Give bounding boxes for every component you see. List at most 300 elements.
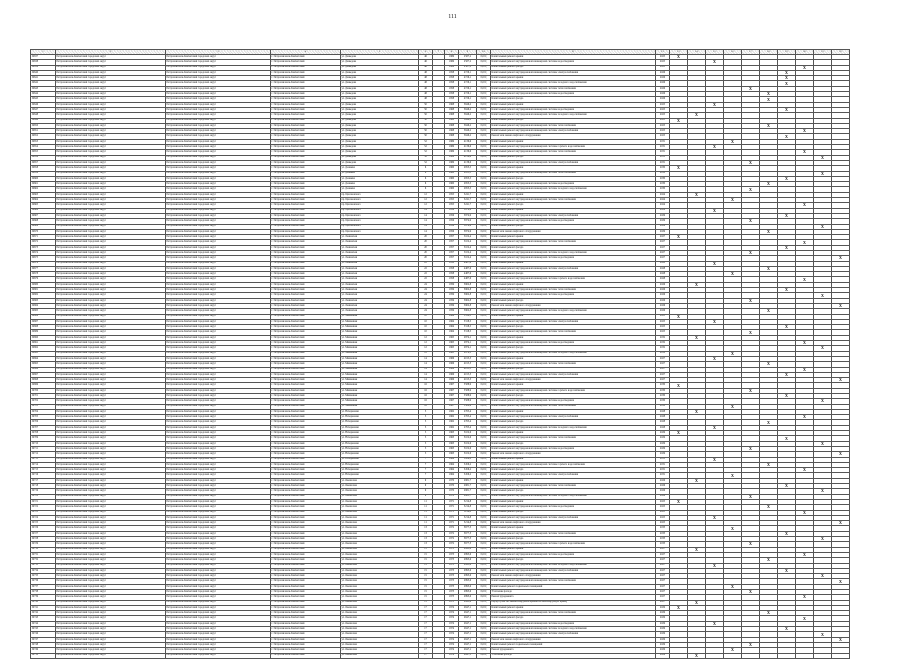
table-cell: 9 bbox=[419, 494, 433, 499]
flag-cell: X bbox=[778, 81, 796, 86]
table-cell: ул. Дежнева bbox=[341, 182, 419, 187]
table-cell: 20 bbox=[419, 235, 433, 240]
table-cell: 19690 bbox=[31, 335, 56, 340]
table-cell: г. Петропавловск-Камчатский bbox=[271, 637, 341, 642]
table-cell: 2033 bbox=[656, 531, 670, 536]
table-cell: 0,6 Ц bbox=[477, 314, 491, 319]
table-cell: 1967 bbox=[445, 404, 459, 409]
table-cell: 0,6 Ц bbox=[477, 219, 491, 224]
table-cell: Петропавловск-Камчатский городской округ bbox=[56, 526, 166, 531]
table-cell: Петропавловск-Камчатский городской округ bbox=[56, 494, 166, 499]
flag-cell bbox=[814, 653, 832, 658]
table-cell: ул. Давыдова bbox=[341, 55, 419, 60]
table-cell: 2027 bbox=[656, 552, 670, 557]
flag-cell: X bbox=[670, 55, 688, 60]
table-cell: 0,6 Ц bbox=[477, 187, 491, 192]
table-cell: Капитальный ремонт внутридомовой инженерной системы электроснабжения bbox=[491, 129, 656, 134]
table-cell: Петропавловск-Камчатский городской округ bbox=[56, 642, 166, 647]
table-cell: 19712 bbox=[31, 452, 56, 457]
table-cell: Петропавловск-Камчатский городской округ bbox=[166, 86, 271, 91]
table-cell: г. Петропавловск-Камчатский bbox=[271, 309, 341, 314]
table-cell: Капитальный ремонт крыши bbox=[491, 55, 656, 60]
table-cell: 19657 bbox=[31, 160, 56, 165]
table-cell: Капитальный ремонт внутридомовой инженерной системы холодного водоснабжения bbox=[491, 81, 656, 86]
flag-cell bbox=[742, 653, 760, 658]
table-cell: 19702 bbox=[31, 399, 56, 404]
table-cell: 19645 bbox=[31, 97, 56, 102]
table-cell: 0,6 Ц bbox=[477, 547, 491, 552]
table-cell: 19743 bbox=[31, 616, 56, 621]
table-cell: 19670 bbox=[31, 229, 56, 234]
table-cell: 13 bbox=[419, 537, 433, 542]
table-cell: 3646,2 bbox=[459, 134, 477, 139]
table-cell: г. Петропавловск-Камчатский bbox=[271, 245, 341, 250]
table-cell: 10 bbox=[419, 319, 433, 324]
table-cell: 1966 bbox=[445, 372, 459, 377]
table-cell: Петропавловск-Камчатский городской округ bbox=[166, 118, 271, 123]
table-cell: 0,6 Ц bbox=[477, 134, 491, 139]
table-cell: 15 bbox=[419, 552, 433, 557]
table-cell: г. Петропавловск-Камчатский bbox=[271, 65, 341, 70]
table-cell: Петропавловск-Камчатский городской округ bbox=[166, 420, 271, 425]
table-cell: 2026 bbox=[656, 70, 670, 75]
table-cell: 3241,7 bbox=[459, 192, 477, 197]
table-cell: 2027 bbox=[656, 372, 670, 377]
table-cell: 3646,2 bbox=[459, 118, 477, 123]
table-cell: Петропавловск-Камчатский городской округ bbox=[56, 372, 166, 377]
table-cell: Петропавловск-Камчатский городской округ bbox=[56, 123, 166, 128]
table-cell: Капитальный ремонт фасада bbox=[491, 441, 656, 446]
table-cell: 19735 bbox=[31, 574, 56, 579]
table-cell: Петропавловск-Камчатский городской округ bbox=[166, 632, 271, 637]
table-cell: г. Петропавловск-Камчатский bbox=[271, 399, 341, 404]
flag-cell bbox=[760, 653, 778, 658]
table-cell: 5102,4 bbox=[459, 240, 477, 245]
table-cell: ул. Мишенная bbox=[341, 383, 419, 388]
table-cell: Петропавловск-Камчатский городской округ bbox=[166, 531, 271, 536]
flag-cell: X bbox=[796, 367, 814, 372]
table-cell: Петропавловск-Камчатский городской округ bbox=[166, 341, 271, 346]
table-cell: 0,6 Ц bbox=[477, 288, 491, 293]
table-cell: Петропавловск-Камчатский городской округ bbox=[166, 351, 271, 356]
table-cell: пр. Циолковского bbox=[341, 208, 419, 213]
flag-cell: X bbox=[742, 494, 760, 499]
table-cell: 17 bbox=[419, 621, 433, 626]
table-cell: г. Петропавловск-Камчатский bbox=[271, 70, 341, 75]
table-cell: 2029 bbox=[656, 611, 670, 616]
table-cell: 19740 bbox=[31, 600, 56, 605]
flag-cell: X bbox=[760, 420, 778, 425]
table-cell: 19746 bbox=[31, 632, 56, 637]
table-cell: 0,6 Ц bbox=[477, 367, 491, 372]
table-cell: 3677,3 bbox=[459, 542, 477, 547]
table-cell: Петропавловск-Камчатский городской округ bbox=[166, 388, 271, 393]
table-cell: 4726,1 bbox=[459, 81, 477, 86]
table-cell: Петропавловск-Камчатский городской округ bbox=[56, 431, 166, 436]
table-cell: 17 bbox=[419, 642, 433, 647]
table-cell: 0,6 Ц bbox=[477, 341, 491, 346]
table-cell: Петропавловск-Камчатский городской округ bbox=[56, 107, 166, 112]
table-cell: 2647,1 bbox=[459, 642, 477, 647]
flag-cell: X bbox=[760, 462, 778, 467]
table-cell: 2027 bbox=[656, 367, 670, 372]
table-cell: 1965 bbox=[445, 335, 459, 340]
table-cell: г. Петропавловск-Камчатский bbox=[271, 277, 341, 282]
flag-cell: X bbox=[670, 499, 688, 504]
table-cell: Петропавловск-Камчатский городской округ bbox=[166, 526, 271, 531]
table-cell: 1958 bbox=[445, 86, 459, 91]
flag-cell: X bbox=[742, 160, 760, 165]
table-cell: 19700 bbox=[31, 388, 56, 393]
table-cell: 0,6 Ц bbox=[477, 399, 491, 404]
table-cell: Петропавловск-Камчатский городской округ bbox=[166, 272, 271, 277]
table-cell: г. Петропавловск-Камчатский bbox=[271, 431, 341, 436]
table-cell: 19731 bbox=[31, 552, 56, 557]
flag-cell: X bbox=[742, 86, 760, 91]
table-cell: 22 bbox=[419, 266, 433, 271]
table-cell: 2647,1 bbox=[459, 627, 477, 632]
table-cell: 0,6 Ц bbox=[477, 145, 491, 150]
table-cell: 3962,8 bbox=[459, 282, 477, 287]
table-cell: 2026 bbox=[656, 478, 670, 483]
flag-cell: X bbox=[814, 441, 832, 446]
table-cell: Петропавловск-Камчатский городской округ bbox=[56, 484, 166, 489]
table-cell: 2026 bbox=[656, 309, 670, 314]
table-cell: Капитальный ремонт фасада bbox=[491, 298, 656, 303]
table-cell: 15 bbox=[419, 563, 433, 568]
table-cell: Капитальный ремонт внутридомовой инженерной системы водоотведения bbox=[491, 182, 656, 187]
table-cell: г. Петропавловск-Камчатский bbox=[271, 171, 341, 176]
table-cell: 1959 bbox=[445, 293, 459, 298]
table-cell: ул. Давыдова bbox=[341, 160, 419, 165]
table-cell: 2026 bbox=[656, 92, 670, 97]
table-cell: 1958 bbox=[445, 70, 459, 75]
table-cell: 0,6 Ц bbox=[477, 415, 491, 420]
flag-cell: X bbox=[832, 256, 850, 261]
table-cell: г. Петропавловск-Камчатский bbox=[271, 102, 341, 107]
table-cell: 0,6 Ц bbox=[477, 60, 491, 65]
table-cell: г. Петропавловск-Камчатский bbox=[271, 489, 341, 494]
table-cell: Петропавловск-Камчатский городской округ bbox=[56, 563, 166, 568]
table-cell: 1973 bbox=[445, 589, 459, 594]
table-cell: ул. Океанская bbox=[341, 489, 419, 494]
table-cell: Петропавловск-Камчатский городской округ bbox=[56, 171, 166, 176]
flag-cell bbox=[724, 653, 742, 658]
table-cell: 1958 bbox=[445, 97, 459, 102]
table-cell: 19668 bbox=[31, 219, 56, 224]
table-cell: Капитальный ремонт крыши bbox=[491, 192, 656, 197]
table-cell: 0,6 Ц bbox=[477, 521, 491, 526]
table-cell: Капитальный ремонт крыши bbox=[491, 409, 656, 414]
table-cell: Петропавловск-Камчатский городской округ bbox=[166, 372, 271, 377]
table-cell: 19748 bbox=[31, 642, 56, 647]
table-cell: г. Петропавловск-Камчатский bbox=[271, 213, 341, 218]
table-cell: 9 bbox=[419, 478, 433, 483]
table-cell: ул. Океанская bbox=[341, 542, 419, 547]
table-cell: 2027 bbox=[656, 256, 670, 261]
table-cell: 3214,8 bbox=[459, 521, 477, 526]
table-cell: ул. Ленинская bbox=[341, 277, 419, 282]
table-cell: 1955 bbox=[445, 198, 459, 203]
table-cell: г. Петропавловск-Камчатский bbox=[271, 235, 341, 240]
table-cell: 48 bbox=[419, 86, 433, 91]
table-cell: г. Петропавловск-Камчатский bbox=[271, 537, 341, 542]
flag-cell: X bbox=[760, 558, 778, 563]
table-cell: 19692 bbox=[31, 346, 56, 351]
column-header: 14 bbox=[688, 50, 706, 55]
flag-cell: X bbox=[688, 335, 706, 340]
table-cell: 7 bbox=[419, 457, 433, 462]
table-cell: 5102,4 bbox=[459, 235, 477, 240]
table-cell: г. Петропавловск-Камчатский bbox=[271, 415, 341, 420]
table-cell: 1959 bbox=[445, 282, 459, 287]
table-cell: 1962 bbox=[445, 425, 459, 430]
table-cell: ул. Океанская bbox=[341, 595, 419, 600]
table-cell: 1958 bbox=[445, 76, 459, 81]
table-cell: 50 bbox=[419, 107, 433, 112]
table-cell: 0,6 Ц bbox=[477, 160, 491, 165]
table-cell: Петропавловск-Камчатский городской округ bbox=[166, 335, 271, 340]
table-cell: Капитальный ремонт фасада bbox=[491, 558, 656, 563]
table-cell: 2647,1 bbox=[459, 637, 477, 642]
table-cell: 19719 bbox=[31, 489, 56, 494]
table-cell: Петропавловск-Камчатский городской округ bbox=[56, 335, 166, 340]
flag-cell: X bbox=[742, 298, 760, 303]
table-cell: Петропавловск-Камчатский городской округ bbox=[56, 637, 166, 642]
table-cell: 20 bbox=[419, 256, 433, 261]
table-cell: Петропавловск-Камчатский городской округ bbox=[56, 648, 166, 653]
table-cell bbox=[433, 653, 445, 658]
table-cell: 19733 bbox=[31, 563, 56, 568]
table-cell: ул. Давыдова bbox=[341, 155, 419, 160]
table-cell: 0,6 Ц bbox=[477, 176, 491, 181]
table-cell: 2765,4 bbox=[459, 425, 477, 430]
table-cell: 3962,8 bbox=[459, 293, 477, 298]
table-cell: г. Петропавловск-Камчатский bbox=[271, 282, 341, 287]
table-cell: ул. Давыдова bbox=[341, 65, 419, 70]
table-cell: 2647,1 bbox=[459, 653, 477, 658]
table-cell: 19659 bbox=[31, 171, 56, 176]
table-cell: 3646,2 bbox=[459, 129, 477, 134]
flag-cell: X bbox=[742, 219, 760, 224]
table-cell: г. Петропавловск-Камчатский bbox=[271, 176, 341, 181]
table-cell: Капитальный ремонт внутридомовой инженерной системы теплоснабжения bbox=[491, 240, 656, 245]
table-cell: 3241,7 bbox=[459, 198, 477, 203]
table-cell: 0,6 Ц bbox=[477, 272, 491, 277]
table-cell: 2029 bbox=[656, 213, 670, 218]
table-cell: 19638 bbox=[31, 60, 56, 65]
table-cell: 2026 bbox=[656, 81, 670, 86]
table-cell: г. Петропавловск-Камчатский bbox=[271, 531, 341, 536]
table-cell: Петропавловск-Камчатский городской округ bbox=[56, 277, 166, 282]
table-cell: г. Петропавловск-Камчатский bbox=[271, 293, 341, 298]
table-cell: ул. Океанская bbox=[341, 568, 419, 573]
table-cell: 0,6 Ц bbox=[477, 229, 491, 234]
table-cell: 4015,3 bbox=[459, 372, 477, 377]
table-cell: Капитальный ремонт внутридомовой инженерной системы горячего водоснабжения bbox=[491, 277, 656, 282]
flag-cell: X bbox=[724, 351, 742, 356]
table-cell: 1960 bbox=[445, 171, 459, 176]
table-cell: Петропавловск-Камчатский городской округ bbox=[166, 637, 271, 642]
table-cell: Петропавловск-Камчатский городской округ bbox=[56, 409, 166, 414]
table-cell: ул. Давыдова bbox=[341, 97, 419, 102]
table-cell: 1964 bbox=[445, 314, 459, 319]
table-cell: Петропавловск-Камчатский городской округ bbox=[166, 229, 271, 234]
flag-cell: X bbox=[742, 542, 760, 547]
table-cell: г. Петропавловск-Камчатский bbox=[271, 203, 341, 208]
table-cell: Петропавловск-Камчатский городской округ bbox=[166, 505, 271, 510]
flag-cell: X bbox=[724, 473, 742, 478]
table-cell: 2025 bbox=[656, 102, 670, 107]
table-cell: ул. Мишенная bbox=[341, 346, 419, 351]
table-cell: 19649 bbox=[31, 118, 56, 123]
table-cell: Капитальный ремонт внутридомовой инженерной системы электроснабжения bbox=[491, 213, 656, 218]
column-header: 1 bbox=[31, 50, 56, 55]
table-cell: Петропавловск-Камчатский городской округ bbox=[56, 298, 166, 303]
table-cell: 0,6 Ц bbox=[477, 266, 491, 271]
table-cell: 2026 bbox=[656, 303, 670, 308]
table-cell: 17 bbox=[419, 632, 433, 637]
table-cell: 1965 bbox=[445, 351, 459, 356]
table-cell: Петропавловск-Камчатский городской округ bbox=[166, 346, 271, 351]
table-cell: Капитальный ремонт крыши bbox=[491, 208, 656, 213]
table-cell: 2025 bbox=[656, 314, 670, 319]
flag-cell: X bbox=[814, 293, 832, 298]
table-cell: 0,6 Ц bbox=[477, 346, 491, 351]
table-cell: Петропавловск-Камчатский городской округ bbox=[166, 574, 271, 579]
flag-cell: X bbox=[760, 92, 778, 97]
table-cell: 19696 bbox=[31, 367, 56, 372]
flag-cell: X bbox=[706, 621, 724, 626]
table-cell: 0,6 Ц bbox=[477, 404, 491, 409]
table-cell: Петропавловск-Камчатский городской округ bbox=[56, 240, 166, 245]
table-cell: Петропавловск-Камчатский городской округ bbox=[166, 235, 271, 240]
table-cell: Петропавловск-Камчатский городской округ bbox=[56, 436, 166, 441]
table-cell: Петропавловск-Камчатский городской округ bbox=[166, 298, 271, 303]
table-cell: 24 bbox=[419, 298, 433, 303]
table-cell: Петропавловск-Камчатский городской округ bbox=[56, 341, 166, 346]
table-cell: г. Петропавловск-Камчатский bbox=[271, 335, 341, 340]
table-cell: 1958 bbox=[445, 81, 459, 86]
table-cell: Петропавловск-Камчатский городской округ bbox=[166, 303, 271, 308]
table-cell: Капитальный ремонт внутридомовой инженерной системы электроснабжения bbox=[491, 473, 656, 478]
table-cell: 0,6 Ц bbox=[477, 76, 491, 81]
table-cell: г. Петропавловск-Камчатский bbox=[271, 346, 341, 351]
table-cell: ул. Набережная bbox=[341, 420, 419, 425]
table-cell: 16 bbox=[419, 404, 433, 409]
table-cell: 1960 bbox=[445, 187, 459, 192]
table-cell: 19665 bbox=[31, 203, 56, 208]
table-cell: г. Петропавловск-Камчатский bbox=[271, 198, 341, 203]
table-cell: 2031 bbox=[656, 160, 670, 165]
table-cell: ул. Давыдова bbox=[341, 76, 419, 81]
flag-cell: X bbox=[796, 510, 814, 515]
table-cell: 19713 bbox=[31, 457, 56, 462]
table-cell: Капитальный ремонт фасада bbox=[491, 65, 656, 70]
table-cell: 19722 bbox=[31, 505, 56, 510]
flag-cell: X bbox=[760, 182, 778, 187]
table-cell: 1973 bbox=[445, 595, 459, 600]
table-cell: 2765,4 bbox=[459, 409, 477, 414]
table-cell: 2026 bbox=[656, 76, 670, 81]
table-cell: 3456,2 bbox=[459, 468, 477, 473]
table-cell: 0,6 Ц bbox=[477, 182, 491, 187]
table-cell: Петропавловск-Камчатский городской округ bbox=[166, 208, 271, 213]
table-cell: Капитальный ремонт крыши bbox=[491, 102, 656, 107]
table-cell: г. Петропавловск-Камчатский bbox=[271, 462, 341, 467]
table-cell: Петропавловск-Камчатский городской округ bbox=[166, 55, 271, 60]
table-cell: Петропавловск-Камчатский городской округ bbox=[166, 484, 271, 489]
table-cell: 3241,7 bbox=[459, 203, 477, 208]
flag-cell: X bbox=[778, 627, 796, 632]
table-cell: Петропавловск-Камчатский городской округ bbox=[56, 537, 166, 542]
table-cell: пр. Циолковского bbox=[341, 192, 419, 197]
table-cell: Ремонт или замена лифтового оборудования bbox=[491, 378, 656, 383]
table-cell: 1974 bbox=[445, 642, 459, 647]
table-cell: 1966 bbox=[445, 367, 459, 372]
table-cell: 3 bbox=[419, 420, 433, 425]
table-cell: 3 bbox=[419, 409, 433, 414]
table-cell: 46 bbox=[419, 60, 433, 65]
table-cell: 2025 bbox=[656, 107, 670, 112]
table-cell: 4726,1 bbox=[459, 97, 477, 102]
table-cell: 12 bbox=[419, 335, 433, 340]
table-cell: 3962,8 bbox=[459, 309, 477, 314]
column-header: 5 bbox=[341, 50, 419, 55]
table-cell: Петропавловск-Камчатский городской округ bbox=[56, 330, 166, 335]
table-cell: Капитальный ремонт крыши bbox=[491, 166, 656, 171]
table-cell: Петропавловск-Камчатский городской округ bbox=[166, 367, 271, 372]
table-cell: 1973 bbox=[445, 547, 459, 552]
table-cell: 2029 bbox=[656, 208, 670, 213]
table-cell: 19687 bbox=[31, 319, 56, 324]
table-cell: 2028 bbox=[656, 272, 670, 277]
table-cell: 0,6 Ц bbox=[477, 457, 491, 462]
table-cell: г. Петропавловск-Камчатский bbox=[271, 394, 341, 399]
table-cell: 1964 bbox=[445, 473, 459, 478]
table-cell: 7 bbox=[419, 468, 433, 473]
table-cell: Петропавловск-Камчатский городской округ bbox=[166, 452, 271, 457]
table-cell: 0,6 Ц bbox=[477, 452, 491, 457]
table-cell: Петропавловск-Камчатский городской округ bbox=[166, 187, 271, 192]
table-cell: Ремонт или замена лифтового оборудования bbox=[491, 521, 656, 526]
flag-cell: X bbox=[688, 653, 706, 658]
table-cell: Капитальный ремонт внутридомовой инженерной системы электроснабжения bbox=[491, 372, 656, 377]
table-cell: 19647 bbox=[31, 107, 56, 112]
table-cell: 10 bbox=[419, 314, 433, 319]
table-cell: 3214,8 bbox=[459, 499, 477, 504]
table-cell: 19724 bbox=[31, 515, 56, 520]
table-cell: Ремонт или замена лифтового оборудования bbox=[491, 637, 656, 642]
table-cell: ул. Океанская bbox=[341, 521, 419, 526]
table-cell: 1969 bbox=[445, 60, 459, 65]
table-cell: 19741 bbox=[31, 605, 56, 610]
table-cell: Петропавловск-Камчатский городской округ bbox=[166, 627, 271, 632]
column-header: 15 bbox=[706, 50, 724, 55]
table-cell: г. Петропавловск-Камчатский bbox=[271, 266, 341, 271]
table-cell: Петропавловск-Камчатский городской округ bbox=[166, 139, 271, 144]
table-cell: 19656 bbox=[31, 155, 56, 160]
table-cell: 1967 bbox=[445, 399, 459, 404]
table-cell: 2893,6 bbox=[459, 579, 477, 584]
table-cell: Петропавловск-Камчатский городской округ bbox=[56, 272, 166, 277]
table-cell: 2030 bbox=[656, 399, 670, 404]
flag-cell bbox=[796, 653, 814, 658]
table-cell: ул. Набережная bbox=[341, 452, 419, 457]
table-cell: 19699 bbox=[31, 383, 56, 388]
table-cell: ул. Мишенная bbox=[341, 314, 419, 319]
table-cell: 19701 bbox=[31, 394, 56, 399]
